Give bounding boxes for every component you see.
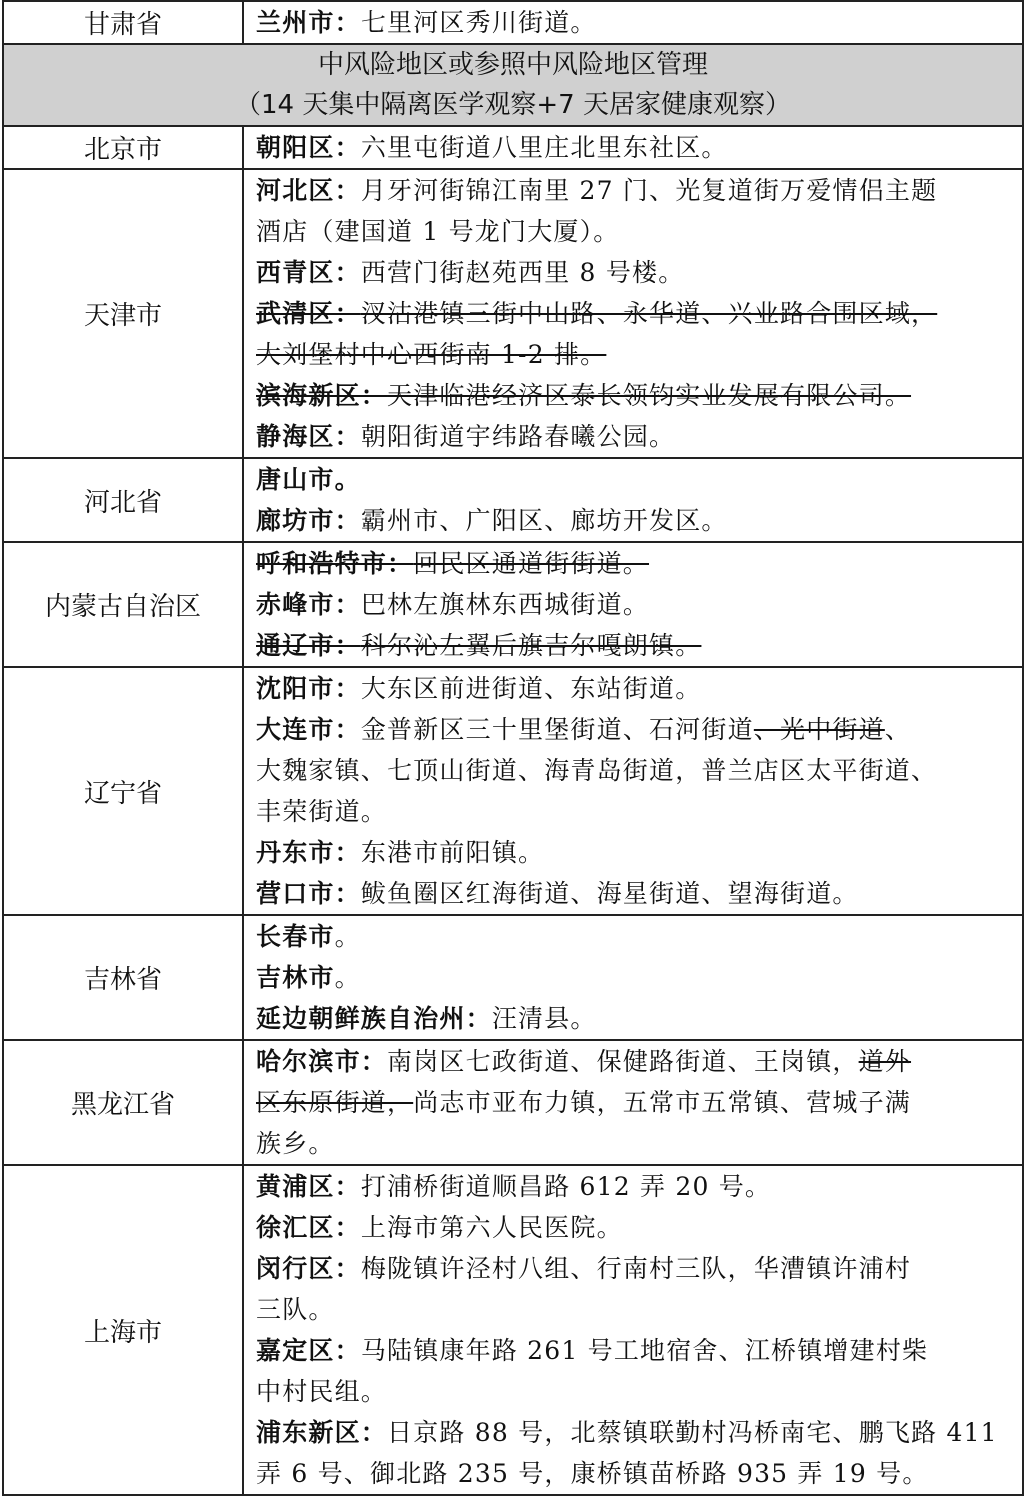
area-line	[256, 1248, 1014, 1289]
removed-text: 区东原街道，	[256, 1088, 414, 1117]
row-beijing	[3, 126, 1023, 169]
area-line: 三队。	[256, 1295, 335, 1324]
area-cell	[243, 169, 1023, 458]
district-name: 河北区：	[256, 176, 361, 205]
area-text: 大刘堡村中心西街南 1-2 排。	[256, 340, 607, 369]
area-text: 朝阳街道宇纬路春曦公园。	[360, 422, 676, 451]
city-name: 营口市：	[256, 879, 361, 908]
city-name: 兰州市：	[256, 8, 361, 37]
area-text: 巴林左旗林东西城街道。	[360, 590, 650, 619]
area-line	[256, 584, 1014, 625]
area-cell	[243, 542, 1023, 667]
province-cell: 辽宁省	[3, 667, 243, 915]
area-line-removed	[256, 543, 1014, 584]
area-text: 七里河区秀川街道。	[360, 8, 597, 37]
area-line-removed	[256, 625, 1014, 666]
area-line	[256, 916, 1014, 957]
area-text: 西营门街赵苑西里 8 号楼。	[360, 258, 685, 287]
area-line	[256, 2, 1014, 43]
area-line	[256, 1041, 1014, 1082]
area-cell	[243, 126, 1023, 169]
area-text: 月牙河街锦江南里 27 门、光复道街万爱情侣主题	[360, 176, 938, 205]
city-name: 唐山市。	[256, 465, 361, 494]
area-line	[256, 1082, 1014, 1123]
area-line	[256, 127, 1014, 168]
area-line	[256, 500, 1014, 541]
row-liaoning	[3, 667, 1023, 915]
area-text: 日京路 88 号，北蔡镇联勤村冯桥南宅、鹏飞路 411	[387, 1418, 998, 1447]
area-text: 鲅鱼圈区红海街道、海星街道、望海街道。	[360, 879, 859, 908]
district-name: 静海区：	[256, 422, 361, 451]
area-text: 大东区前进街道、东站街道。	[360, 674, 702, 703]
area-text: 梅陇镇许泾村八组、行南村三队，华漕镇许浦村	[360, 1254, 912, 1283]
district-name: 徐汇区：	[256, 1213, 361, 1242]
area-line	[256, 170, 1014, 211]
province-cell: 吉林省	[3, 915, 243, 1040]
city-name: 大连市：	[256, 715, 361, 744]
area-text: 东港市前阳镇。	[360, 838, 545, 867]
city-name: 延边朝鲜族自治州：	[256, 1004, 492, 1033]
area-text: 、	[884, 715, 912, 744]
risk-level-header	[3, 44, 1023, 126]
area-text: 马陆镇康年路 261 号工地宿舍、江桥镇增建村柴	[360, 1336, 929, 1365]
province-cell: 北京市	[3, 126, 243, 169]
area-text: 天津临港经济区泰长领钧实业发展有限公司。	[387, 381, 912, 410]
area-cell	[243, 1040, 1023, 1165]
city-name: 通辽市：	[256, 631, 361, 660]
area-line-removed	[256, 375, 1014, 416]
area-line	[256, 459, 1014, 500]
area-line	[256, 668, 1014, 709]
area-cell	[243, 1, 1023, 44]
area-line	[256, 416, 1014, 457]
area-line	[256, 957, 1014, 998]
area-line	[256, 252, 1014, 293]
district-name: 滨海新区：	[256, 381, 388, 410]
row-tianjin	[3, 169, 1023, 458]
area-text: 上海市第六人民医院。	[360, 1213, 623, 1242]
risk-area-table	[2, 0, 1024, 1496]
row-jilin	[3, 915, 1023, 1040]
area-text: 尚志市亚布力镇，五常市五常镇、营城子满	[413, 1088, 912, 1117]
area-text: 汊沽港镇三街中山路、永华道、兴业路合围区域，	[360, 299, 938, 328]
district-name: 武清区：	[256, 299, 361, 328]
province-cell: 黑龙江省	[3, 1040, 243, 1165]
district-name: 嘉定区：	[256, 1336, 361, 1365]
area-line	[256, 1330, 1014, 1371]
district-name: 西青区：	[256, 258, 361, 287]
area-text: 南岗区七政街道、保健路街道、王岗镇，	[387, 1047, 859, 1076]
area-line: 中村民组。	[256, 1377, 388, 1406]
area-cell	[243, 1165, 1023, 1495]
area-line: 酒店（建国道 1 号龙门大厦）。	[256, 217, 620, 246]
city-name: 丹东市：	[256, 838, 361, 867]
area-cell	[243, 458, 1023, 542]
area-text: 。	[334, 963, 361, 992]
province-cell: 甘肃省	[3, 1, 243, 44]
area-line	[256, 1412, 1014, 1453]
city-name: 长春市	[256, 922, 335, 951]
row-neimenggu	[3, 542, 1023, 667]
row-shanghai	[3, 1165, 1023, 1495]
area-text: 科尔沁左翼后旗吉尔嘎朗镇。	[360, 631, 702, 660]
row-hebei	[3, 458, 1023, 542]
area-line	[256, 1207, 1014, 1248]
area-text: 。	[334, 922, 361, 951]
province-cell: 天津市	[3, 169, 243, 458]
area-line	[256, 709, 1014, 750]
area-text: 金普新区三十里堡街道、石河街道	[360, 715, 754, 744]
city-name: 廊坊市：	[256, 506, 361, 535]
area-line-removed	[256, 293, 1014, 334]
row-gansu	[3, 1, 1023, 44]
area-text: 回民区通道街街道。	[413, 549, 650, 578]
area-text: 打浦桥街道顺昌路 612 弄 20 号。	[360, 1172, 772, 1201]
area-line: 大魏家镇、七顶山街道、海青岛街道，普兰店区太平街道、	[256, 756, 938, 785]
removed-text: 、光中街道	[753, 715, 885, 744]
area-line-removed	[256, 334, 1014, 375]
district-name: 朝阳区：	[256, 133, 361, 162]
area-line: 族乡。	[256, 1129, 335, 1158]
risk-level-subtitle: （14 天集中隔离医学观察+7 天居家健康观察）	[235, 90, 791, 120]
province-cell: 上海市	[3, 1165, 243, 1495]
district-name: 闵行区：	[256, 1254, 361, 1283]
area-line: 丰荣街道。	[256, 797, 388, 826]
province-cell: 河北省	[3, 458, 243, 542]
area-cell	[243, 915, 1023, 1040]
area-text: 汪清县。	[491, 1004, 597, 1033]
area-cell	[243, 667, 1023, 915]
area-line	[256, 1166, 1014, 1207]
city-name: 呼和浩特市：	[256, 549, 414, 578]
area-line	[256, 998, 1014, 1039]
area-line: 弄 6 号、御北路 235 号，康桥镇苗桥路 935 弄 19 号。	[256, 1459, 929, 1488]
area-line	[256, 873, 1014, 914]
removed-entry	[256, 549, 649, 578]
city-name: 沈阳市：	[256, 674, 361, 703]
city-name: 吉林市	[256, 963, 335, 992]
district-name: 黄浦区：	[256, 1172, 361, 1201]
removed-text: 道外	[858, 1047, 912, 1076]
area-text: 霸州市、广阳区、廊坊开发区。	[360, 506, 728, 535]
removed-entry	[256, 631, 701, 660]
risk-level-cell	[3, 44, 1023, 126]
district-name: 浦东新区：	[256, 1418, 388, 1447]
area-text: 六里屯街道八里庄北里东社区。	[360, 133, 728, 162]
province-cell: 内蒙古自治区	[3, 542, 243, 667]
city-name: 赤峰市：	[256, 590, 361, 619]
area-line	[256, 832, 1014, 873]
risk-level-title: 中风险地区或参照中风险地区管理	[317, 50, 708, 80]
row-heilongjiang	[3, 1040, 1023, 1165]
city-name: 哈尔滨市：	[256, 1047, 388, 1076]
